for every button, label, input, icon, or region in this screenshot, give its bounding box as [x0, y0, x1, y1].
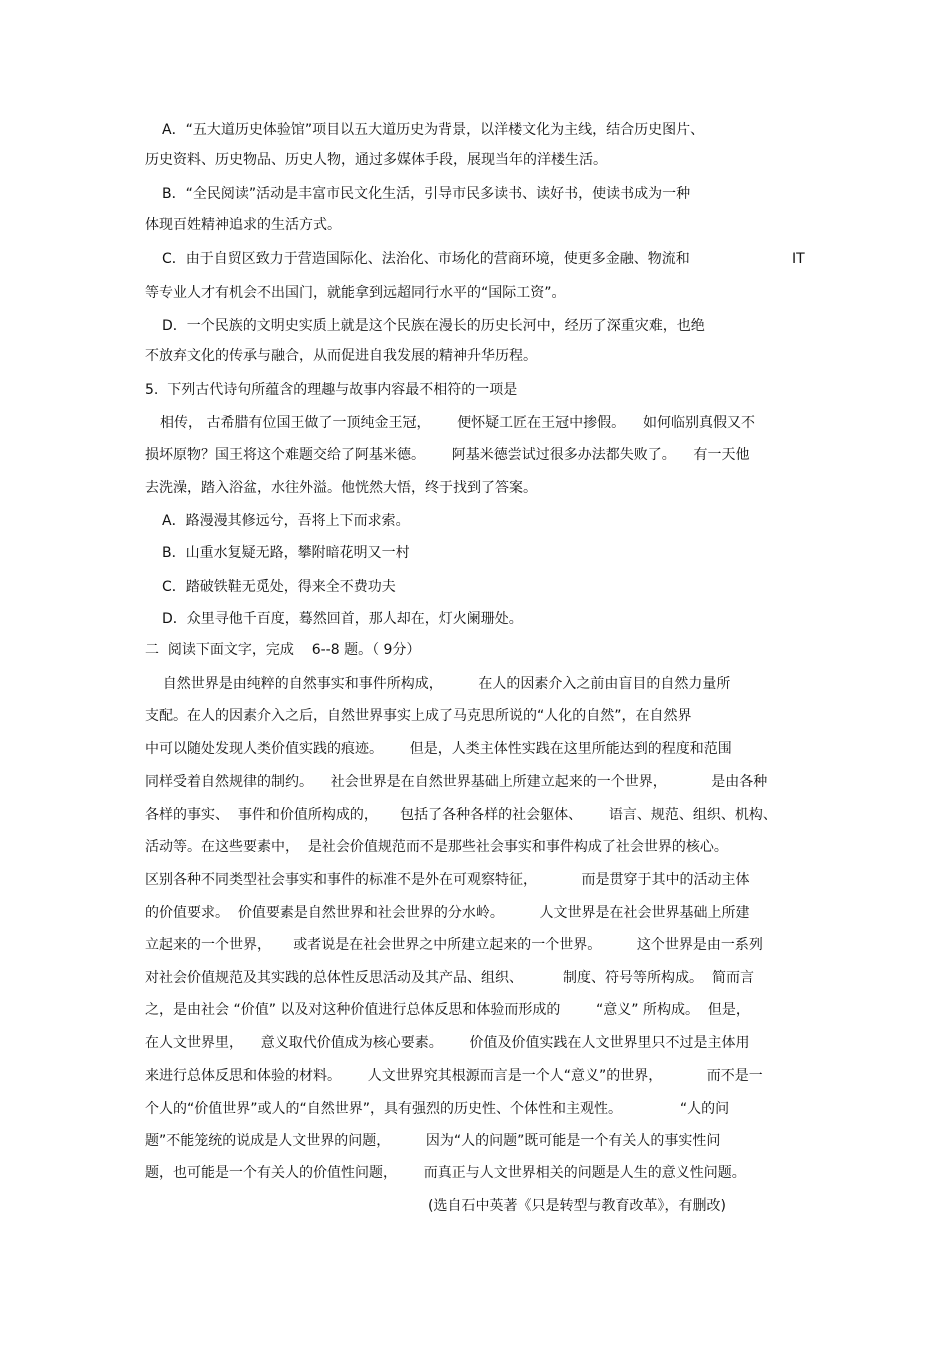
passage-line: 题，也可能是一个有关人的价值性问题， 而真正与人文世界相关的问题是人生的意义性问题。 — [145, 1165, 746, 1181]
q4-option-c-line1: C．由于自贸区致力于营造国际化、法治化、市场化的营商环境，使更多金融、物流和 — [162, 251, 690, 267]
passage-line: 支配。在人的因素介入之后，自然世界事实上成了马克思所说的“人化的自然”，在自然界 — [145, 708, 692, 724]
passage-line: 各样的事实、 事件和价值所构成的， 包括了各种各样的社会躯体、 语言、规范、组织、机构、 — [145, 807, 777, 823]
q4-option-c-line1-end: IT — [792, 251, 805, 267]
q5-story-line: 损坏原物？国王将这个难题交给了阿基米德。 阿基米德尝试过很多办法都失败了。 有一天他 — [145, 447, 750, 463]
passage-line: 立起来的一个世界， 或者说是在社会世界之中所建立起来的一个世界。 这个世界是由一系列 — [145, 937, 763, 953]
passage-line: 对社会价值规范及其实践的总体性反思活动及其产品、组织、 制度、符号等所构成。 简而言 — [145, 970, 754, 986]
passage-line: 区别各种不同类型社会事实和事件的标准不是外在可观察特征， 而是贯穿于其中的活动主体 — [145, 872, 750, 888]
passage-line: 中可以随处发现人类价值实践的痕迹。 但是，人类主体性实践在这里所能达到的程度和范围 — [145, 741, 732, 757]
passage-line: 题”不能笼统的说成是人文世界的问题， 因为“人的问题”既可能是一个有关人的事实性问 — [145, 1133, 721, 1149]
q5-option-d: D．众里寻他千百度，蓦然回首，那人却在，灯火阑珊处。 — [162, 611, 523, 627]
passage-line: 同样受着自然规律的制约。 社会世界是在自然世界基础上所建立起来的一个世界， 是由各种 — [145, 774, 768, 790]
passage-line: 活动等。在这些要素中， 是社会价值规范而不是那些社会事实和事件构成了社会世界的核心。 — [145, 839, 728, 855]
q5-option-b: B．山重水复疑无路，攀附暗花明又一村 — [162, 545, 410, 561]
q4-option-d-line1: D．一个民族的文明史实质上就是这个民族在漫长的历史长河中，经历了深重灾难，也绝 — [162, 318, 705, 334]
q4-option-c-line2: 等专业人才有机会不出国门，就能拿到远超同行水平的“国际工资”。 — [145, 285, 566, 301]
q4-option-d-line2: 不放弃文化的传承与融合，从而促进自我发展的精神升华历程。 — [145, 348, 537, 364]
passage-line: 个人的“价值世界”或人的“自然世界”，具有强烈的历史性、个体性和主观性。 “人的问 — [145, 1101, 730, 1117]
passage-source: (选自石中英著《只是转型与教育改革》，有删改) — [428, 1198, 726, 1214]
passage-line: 自然世界是由纯粹的自然事实和事件所构成， 在人的因素介入之前由盲目的自然力量所 — [145, 676, 731, 692]
section2-heading: 二 阅读下面文字，完成 6--8 题。（ 9分） — [145, 642, 421, 658]
passage-line: 的价值要求。 价值要素是自然世界和社会世界的分水岭。 人文世界是在社会世界基础上所建 — [145, 905, 750, 921]
q5-story-line: 相传， 古希腊有位国王做了一顶纯金王冠， 便怀疑工匠在王冠中掺假。 如何临别真假又不 — [160, 415, 755, 431]
q5-option-a: A．路漫漫其修远兮，吾将上下而求索。 — [162, 513, 410, 529]
passage-line: 之，是由社会 “价值” 以及对这种价值进行总体反思和体验而形成的 “意义” 所构成。 但是， — [145, 1002, 750, 1018]
q4-option-a-line2: 历史资料、历史物品、历史人物，通过多媒体手段，展现当年的洋楼生活。 — [145, 152, 607, 168]
passage-line: 在人文世界里， 意义取代价值成为核心要素。 价值及价值实践在人文世界里只不过是主体用 — [145, 1035, 750, 1051]
q4-option-b-line2: 体现百姓精神追求的生活方式。 — [145, 217, 341, 233]
q5-option-c: C．踏破铁鞋无觅处，得来全不费功夫 — [162, 579, 396, 595]
q5-question: 5. 下列古代诗句所蕴含的理趣与故事内容最不相符的一项是 — [145, 382, 518, 398]
q4-option-a-line1: A．“五大道历史体验馆”项目以五大道历史为背景，以洋楼文化为主线，结合历史图片、 — [162, 122, 705, 138]
q5-story-line: 去洗澡，踏入浴盆，水往外溢。他恍然大悟，终于找到了答案。 — [145, 480, 537, 496]
passage-line: 来进行总体反思和体验的材料。 人文世界究其根源而言是一个人“意义”的世界， 而不是一 — [145, 1068, 763, 1084]
q4-option-b-line1: B．“全民阅读”活动是丰富市民文化生活，引导市民多读书、读好书，使读书成为一种 — [162, 186, 691, 202]
